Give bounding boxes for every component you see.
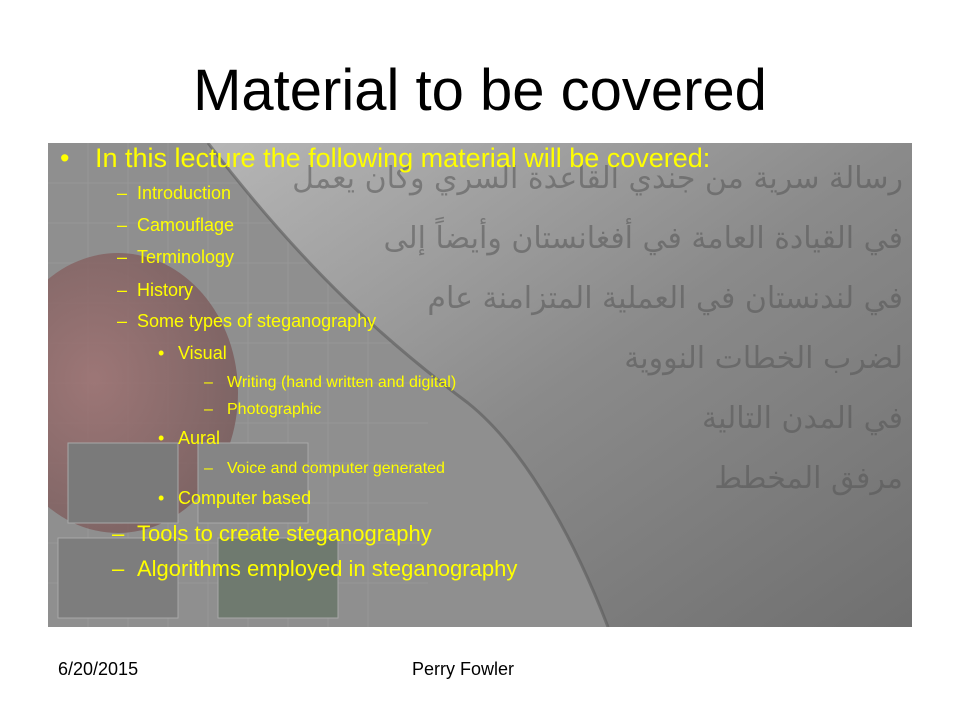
background-arabic-line: في المدن التالية: [702, 401, 903, 436]
item-marker: –: [117, 280, 128, 300]
list-item: Photographic: [227, 401, 322, 418]
item-marker: •: [158, 428, 165, 448]
intro-text: In this lecture the following material will be covered:: [95, 143, 711, 173]
item-marker: –: [117, 215, 128, 235]
footer-author: Perry Fowler: [412, 659, 515, 679]
list-item: Introduction: [137, 183, 232, 203]
footer-date: 6/20/2015: [58, 659, 139, 679]
list-item: Visual: [178, 343, 227, 363]
list-item: Tools to create steganography: [137, 521, 432, 546]
background-arabic-line: رسالة سرية من جندي القاعدة السري وكان يعمل: [292, 161, 903, 196]
list-item: Writing (hand written and digital): [227, 374, 457, 391]
item-marker: –: [117, 311, 128, 331]
item-marker: •: [158, 343, 165, 363]
list-item: Terminology: [137, 247, 235, 267]
item-marker: –: [112, 556, 125, 581]
item-marker: –: [204, 401, 213, 418]
bullet-marker: •: [60, 143, 70, 173]
list-item: Some types of steganography: [137, 311, 377, 331]
item-marker: –: [204, 460, 213, 477]
item-marker: –: [204, 374, 213, 391]
background-arabic-line: في لندنستان في العملية المتزامنة عام: [427, 281, 903, 316]
list-item: Computer based: [178, 488, 312, 508]
list-item: History: [137, 280, 194, 300]
background-arabic-line: في القيادة العامة في أفغانستان وأيضاً إلى: [383, 221, 903, 256]
list-item: Camouflage: [137, 215, 235, 235]
list-item: Algorithms employed in steganography: [137, 556, 518, 581]
slide-title: Material to be covered: [193, 58, 767, 123]
item-marker: –: [112, 521, 125, 546]
list-item: Aural: [178, 428, 221, 448]
background-arabic-line: مرفق المخطط: [714, 461, 903, 496]
background-arabic-line: لضرب الخطات النووية: [624, 341, 903, 376]
item-marker: •: [158, 488, 165, 508]
item-marker: –: [117, 183, 128, 203]
item-marker: –: [117, 247, 128, 267]
list-item: Voice and computer generated: [227, 460, 445, 477]
